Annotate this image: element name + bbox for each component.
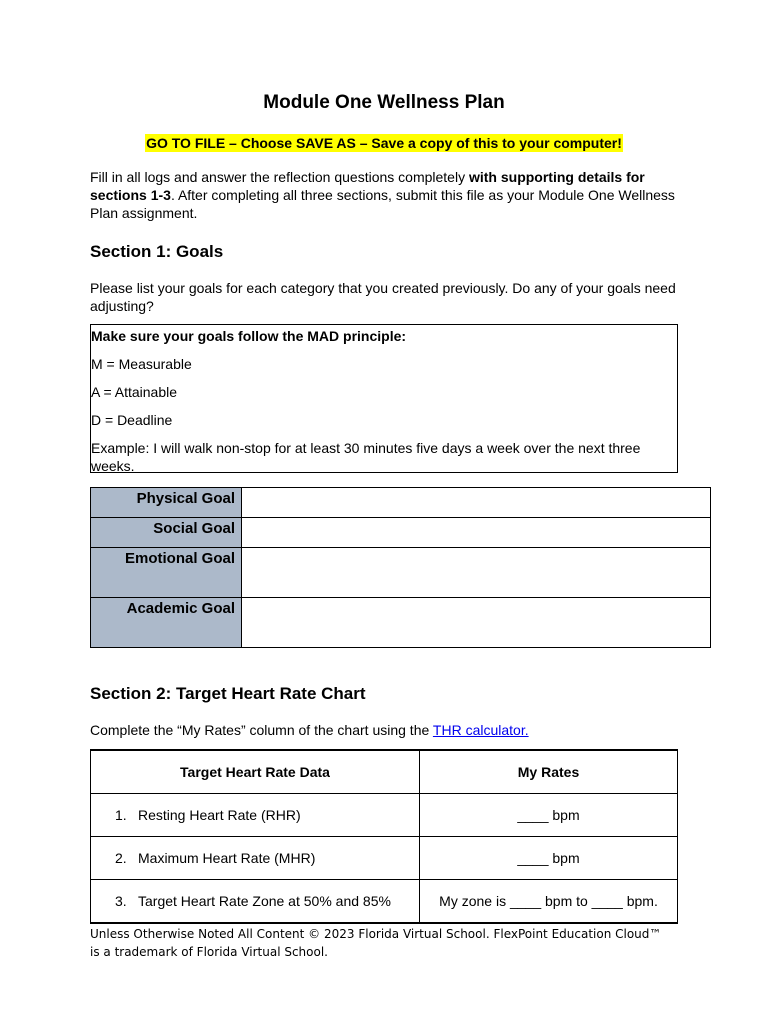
- row-label: Resting Heart Rate (RHR): [138, 807, 301, 823]
- intro-bold-text: with supporting details for sections 1-3: [90, 169, 645, 203]
- goal-label: Academic Goal: [91, 598, 242, 648]
- row-number: 2.: [115, 850, 127, 866]
- table-row: [91, 794, 678, 837]
- table-row: [91, 837, 678, 880]
- row-number: 1.: [115, 807, 127, 823]
- intro-paragraph: Fill in all logs and answer the reflection questions completely with supporting details for sections 1-3. After completing all three sections, submit this file as your Module One Wellness Plan assignment.: [90, 169, 675, 221]
- mad-example: Example: I will walk non-stop for at least 30 minutes five days a week over the next three weeks.: [91, 440, 641, 474]
- goal-row: [91, 518, 711, 548]
- column-header: My Rates: [420, 750, 678, 794]
- mad-measurable: M = Measurable: [91, 356, 192, 372]
- column-header: Target Heart Rate Data: [91, 750, 420, 794]
- highlighted-instruction: GO TO FILE – Choose SAVE AS – Save a copy of this to your computer!: [146, 135, 622, 151]
- section1-prompt: Please list your goals for each category that you created previously. Do any of your goals need adjusting?: [90, 280, 676, 314]
- mad-attainable: A = Attainable: [91, 384, 178, 400]
- section2-prompt: Complete the “My Rates” column of the chart using the THR calculator.: [90, 722, 529, 738]
- goal-row: [91, 488, 711, 518]
- heart-rate-table: [90, 749, 678, 924]
- rate-label-cell: [91, 837, 420, 880]
- section2-heading: Section 2: Target Heart Rate Chart: [90, 684, 366, 703]
- section1-heading: Section 1: Goals: [90, 242, 224, 261]
- goal-input-cell[interactable]: [242, 598, 711, 648]
- mad-principle-box: [90, 324, 678, 473]
- mad-deadline: D = Deadline: [91, 412, 173, 428]
- copyright-footer: Unless Otherwise Noted All Content © 2023 Florida Virtual School. FlexPoint Education Cloud™ is a trademark of Florida Virtual School.: [90, 927, 662, 959]
- goal-row: [91, 598, 711, 648]
- save-instruction: [0, 135, 768, 151]
- my-rate-cell[interactable]: My zone is ____ bpm to ____ bpm.: [420, 880, 678, 924]
- table-row: [91, 880, 678, 924]
- rate-label-cell: [91, 794, 420, 837]
- mad-heading: Make sure your goals follow the MAD principle:: [91, 328, 407, 344]
- goal-label: Physical Goal: [91, 488, 242, 518]
- thr-calculator-link[interactable]: THR calculator.: [432, 722, 529, 738]
- page-title: Module One Wellness Plan: [263, 92, 505, 113]
- row-label: Target Heart Rate Zone at 50% and 85%: [138, 893, 391, 909]
- goal-label: Emotional Goal: [91, 548, 242, 598]
- goal-input-cell[interactable]: [242, 488, 711, 518]
- rate-label-cell: [91, 880, 420, 924]
- row-number: 3.: [115, 893, 127, 909]
- my-rate-cell[interactable]: ____ bpm: [420, 794, 678, 837]
- goals-table: [90, 487, 711, 648]
- goal-row: [91, 548, 711, 598]
- goal-input-cell[interactable]: [242, 518, 711, 548]
- my-rate-cell[interactable]: ____ bpm: [420, 837, 678, 880]
- table-header-row: [91, 750, 678, 794]
- row-label: Maximum Heart Rate (MHR): [138, 850, 316, 866]
- goal-input-cell[interactable]: [242, 548, 711, 598]
- goal-label: Social Goal: [91, 518, 242, 548]
